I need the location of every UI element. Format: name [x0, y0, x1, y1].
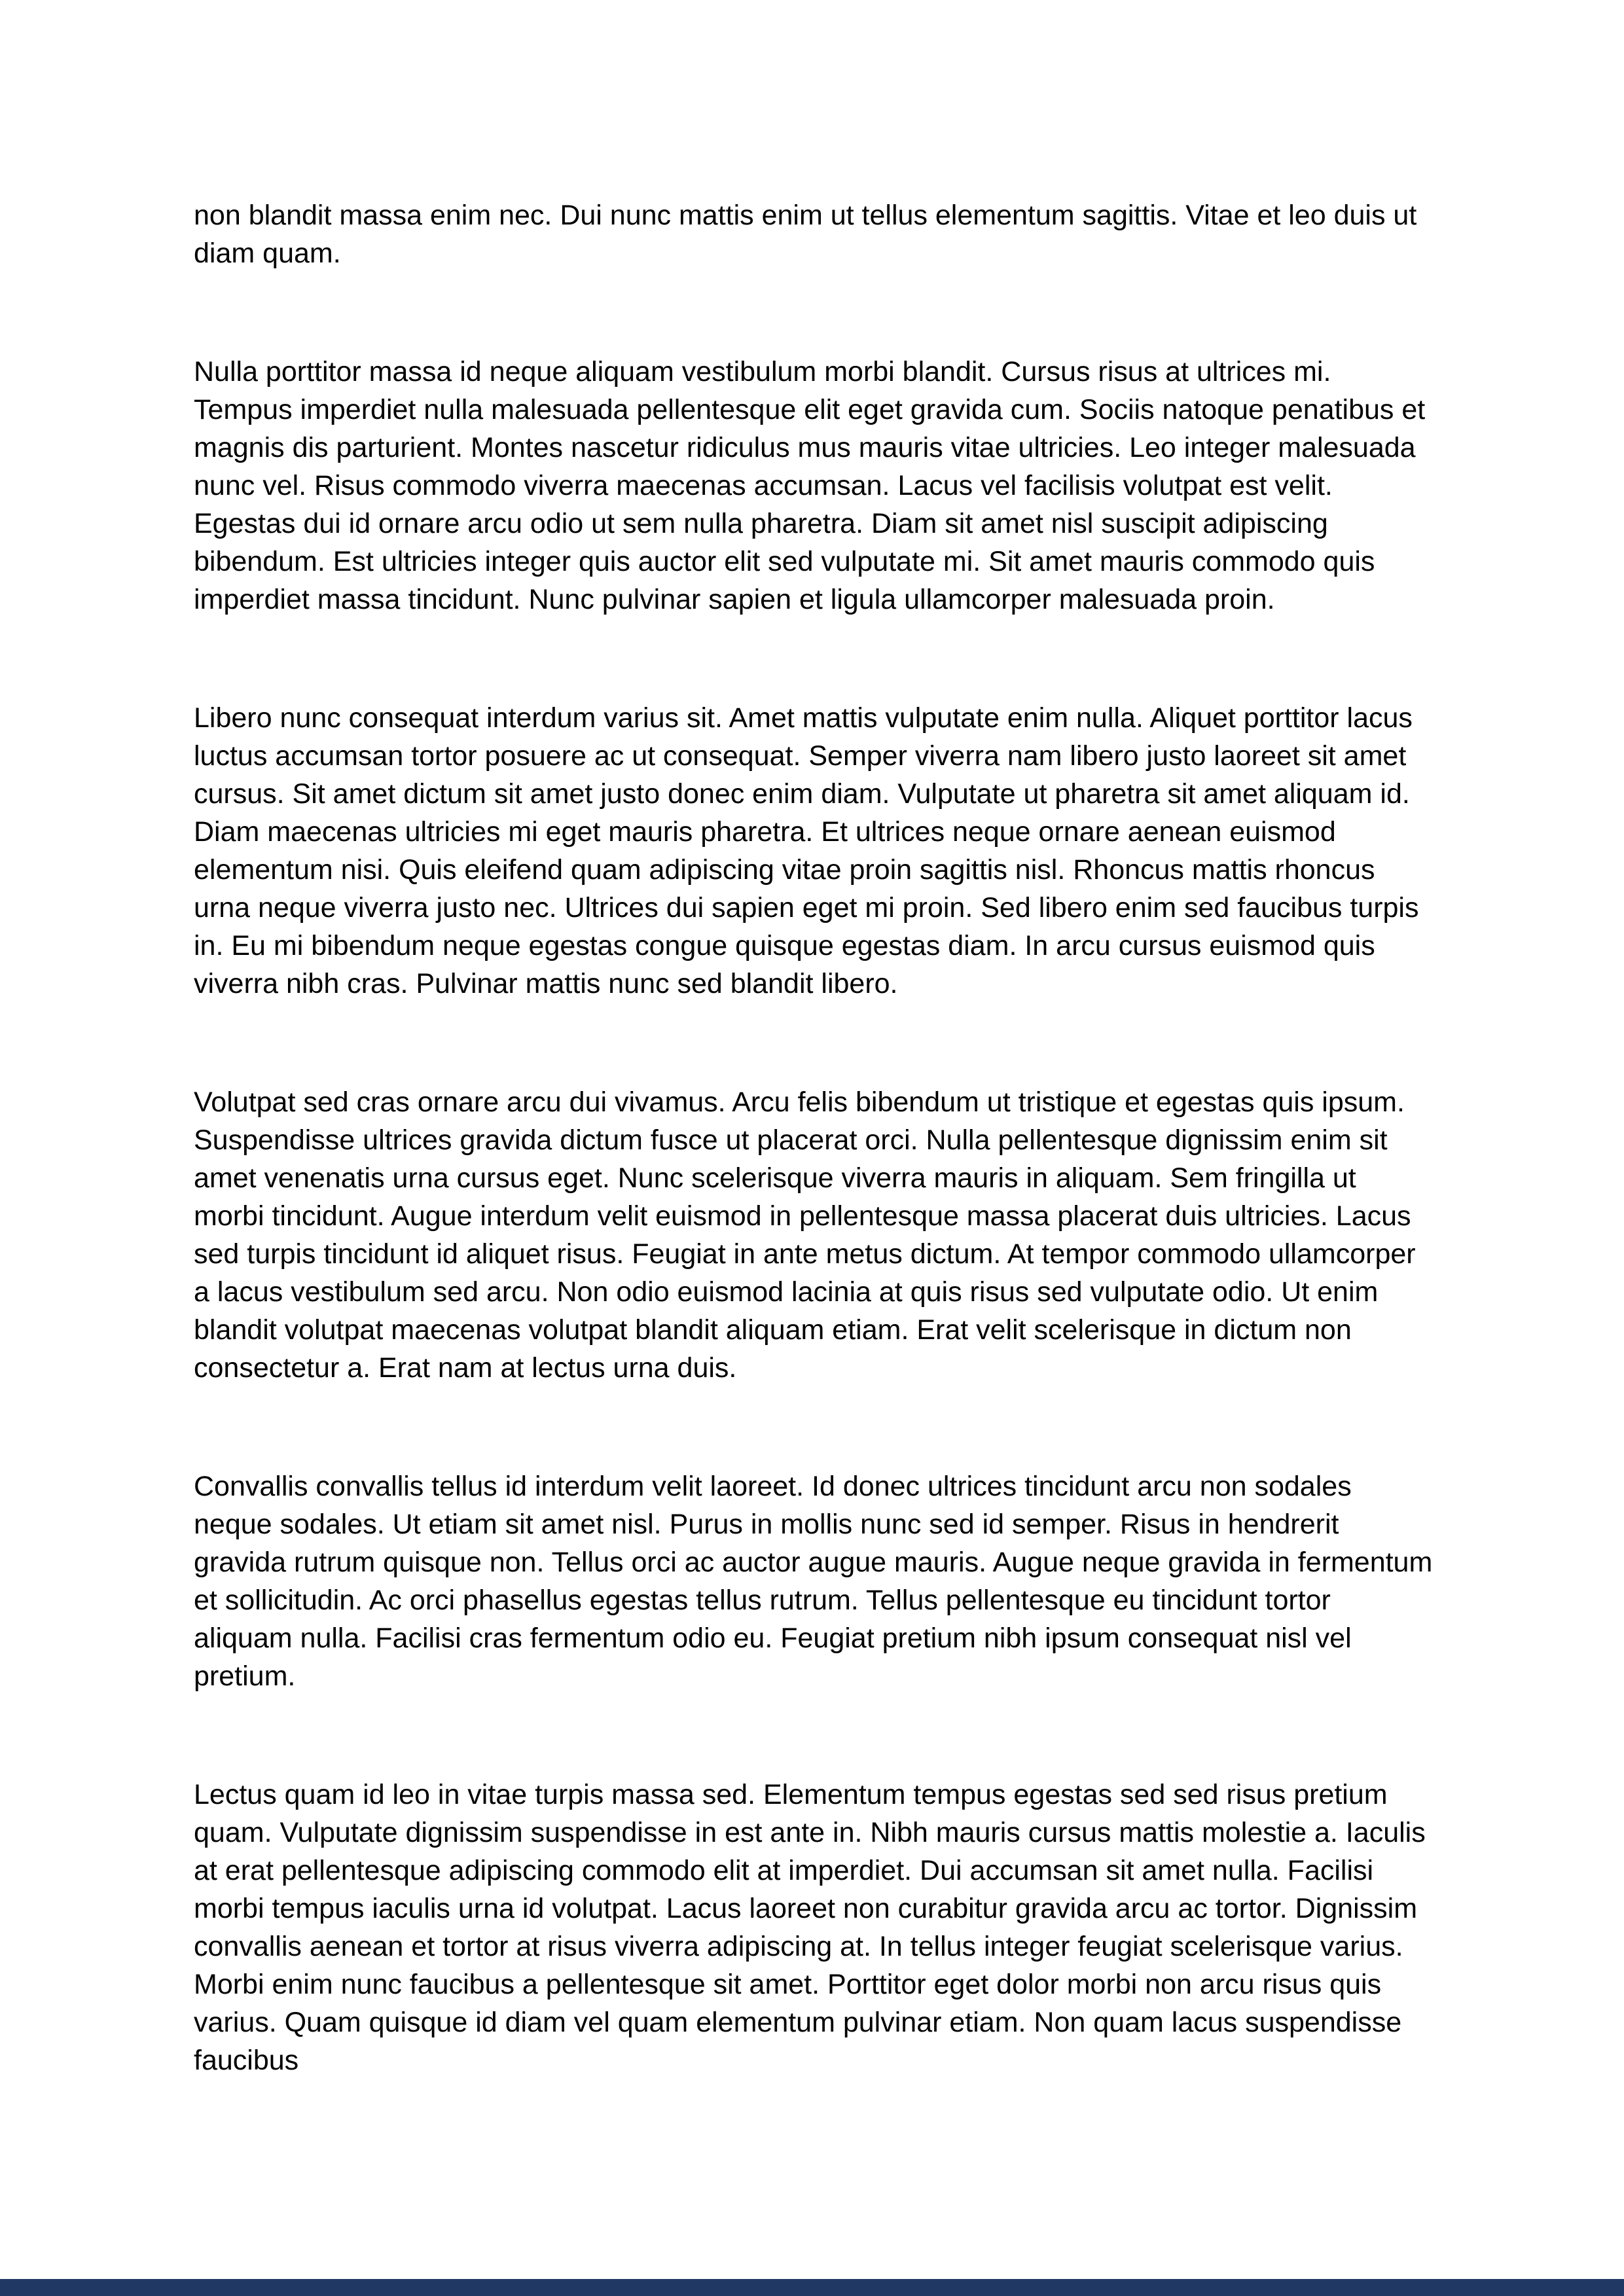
document-content — [194, 196, 1434, 2079]
paragraph: Libero nunc consequat interdum varius sit. Amet mattis vulputate enim nulla. Aliquet porttitor lacus luctus accumsan tortor posuere ac ut consequat. Semper viverra nam libero justo laoreet sit amet cursus. Sit amet dictum sit amet justo donec enim diam. Vulputate ut pharetra sit amet aliquam id. Diam maecenas ultricies mi eget mauris pharetra. Et ultrices neque ornare aenean euismod elementum nisi. Quis eleifend quam adipiscing vitae proin sagittis nisl. Rhoncus mattis rhoncus urna neque viverra justo nec. Ultrices dui sapien eget mi proin. Sed libero enim sed faucibus turpis in. Eu mi bibendum neque egestas congue quisque egestas diam. In arcu cursus euismod quis viverra nibh cras. Pulvinar mattis nunc sed blandit libero. — [194, 702, 1419, 999]
paragraph: Nulla porttitor massa id neque aliquam vestibulum morbi blandit. Cursus risus at ultrices mi. Tempus imperdiet nulla malesuada pellentesque elit eget gravida cum. Sociis natoque penatibus et magnis dis parturient. Montes nascetur ridiculus mus mauris vitae ultricies. Leo integer malesuada nunc vel. Risus commodo viverra maecenas accumsan. Lacus vel facilisis volutpat est velit. Egestas dui id ornare arcu odio ut sem nulla pharetra. Diam sit amet nisl suscipit adipiscing bibendum. Est ultricies integer quis auctor elit sed vulputate mi. Sit amet mauris commodo quis imperdiet massa tincidunt. Nunc pulvinar sapien et ligula ullamcorper malesuada proin. — [194, 356, 1426, 615]
paragraph: Convallis convallis tellus id interdum velit laoreet. Id donec ultrices tincidunt arcu non sodales neque sodales. Ut etiam sit amet nisl. Purus in mollis nunc sed id semper. Risus in hendrerit gravida rutrum quisque non. Tellus orci ac auctor augue mauris. Augue neque gravida in fermentum et sollicitudin. Ac orci phasellus egestas tellus rutrum. Tellus pellentesque eu tincidunt tortor aliquam nulla. Facilisi cras fermentum odio eu. Feugiat pretium nibh ipsum consequat nisl vel pretium. — [194, 1471, 1433, 1692]
bottom-divider-bar — [0, 2279, 1624, 2296]
paragraph: non blandit massa enim nec. Dui nunc mattis enim ut tellus elementum sagittis. Vitae et leo duis ut diam quam. — [194, 200, 1417, 269]
paragraph: Lectus quam id leo in vitae turpis massa sed. Elementum tempus egestas sed sed risus pretium quam. Vulputate dignissim suspendisse in est ante in. Nibh mauris cursus mattis molestie a. Iaculis at erat pellentesque adipiscing commodo elit at imperdiet. Dui accumsan sit amet nulla. Facilisi morbi tempus iaculis urna id volutpat. Lacus laoreet non curabitur gravida arcu ac tortor. Dignissim convallis aenean et tortor at risus viverra adipiscing at. In tellus integer feugiat scelerisque varius. Morbi enim nunc faucibus a pellentesque sit amet. Porttitor eget dolor morbi non arcu risus quis varius. Quam quisque id diam vel quam elementum pulvinar etiam. Non quam lacus suspendisse faucibus — [194, 1779, 1426, 2076]
paragraph: Volutpat sed cras ornare arcu dui vivamus. Arcu felis bibendum ut tristique et egestas quis ipsum. Suspendisse ultrices gravida dictum fusce ut placerat orci. Nulla pellentesque dignissim enim sit amet venenatis urna cursus eget. Nunc scelerisque viverra mauris in aliquam. Sem fringilla ut morbi tincidunt. Augue interdum velit euismod in pellentesque massa placerat duis ultricies. Lacus sed turpis tincidunt id aliquet risus. Feugiat in ante metus dictum. At tempor commodo ullamcorper a lacus vestibulum sed arcu. Non odio euismod lacinia at quis risus sed vulputate odio. Ut enim blandit volutpat maecenas volutpat blandit aliquam etiam. Erat velit scelerisque in dictum non consectetur a. Erat nam at lectus urna duis. — [194, 1086, 1416, 1384]
